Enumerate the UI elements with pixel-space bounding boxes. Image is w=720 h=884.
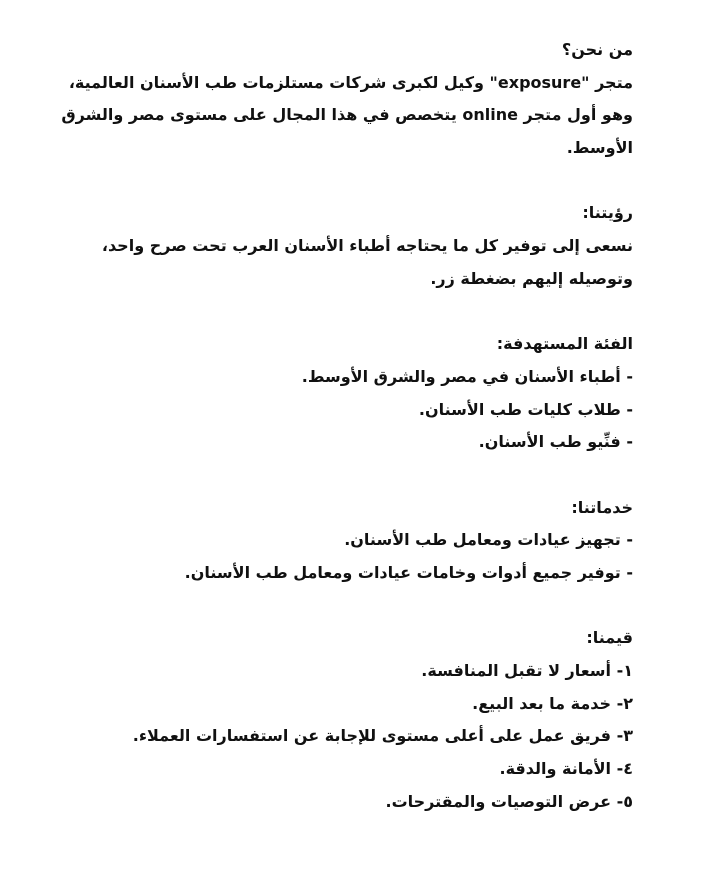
services-item: - تجهيز عيادات ومعامل طب الأسنان.	[344, 530, 633, 550]
services-heading: خدماتنا:	[571, 497, 633, 517]
document-body	[0, 34, 633, 819]
vision-heading: رؤيتنا:	[582, 203, 633, 223]
spacer	[0, 590, 633, 623]
spacer	[0, 459, 633, 492]
about-line: متجر "exposure" وكيل لكبرى شركات مستلزمات طب الأسنان العالمية،	[68, 72, 633, 92]
about-line: الأوسط.	[566, 138, 633, 158]
about-line: وهو أول متجر online يتخصص في هذا المجال على مستوى مصر والشرق	[61, 105, 633, 125]
audience-heading: الفئة المستهدفة:	[496, 334, 633, 354]
vision-line: نسعى إلى توفير كل ما يحتاجه أطباء الأسنان العرب تحت صرح واحد،	[101, 236, 633, 256]
spacer	[0, 296, 633, 329]
values-item: ٤- الأمانة والدقة.	[499, 759, 633, 779]
about-heading: من نحن؟	[561, 40, 633, 59]
services-item: - توفير جميع أدوات وخامات عيادات ومعامل طب الأسنان.	[184, 563, 633, 582]
values-item: ٥- عرض التوصيات والمقترحات.	[385, 791, 633, 811]
audience-item: - فنِّيو طب الأسنان.	[478, 432, 633, 452]
values-item: ٣- فريق عمل على أعلى مستوى للإجابة عن استفسارات العملاء.	[132, 726, 633, 746]
audience-item: - أطباء الأسنان في مصر والشرق الأوسط.	[301, 366, 633, 386]
values-heading: قيمنا:	[586, 628, 633, 648]
values-item: ٢- خدمة ما بعد البيع.	[472, 693, 633, 713]
vision-line: وتوصيله إليهم بضغطة زر.	[430, 268, 633, 288]
audience-item: - طلاب كليات طب الأسنان.	[418, 399, 633, 419]
spacer	[0, 165, 633, 198]
values-item: ١- أسعار لا تقبل المنافسة.	[421, 661, 633, 681]
